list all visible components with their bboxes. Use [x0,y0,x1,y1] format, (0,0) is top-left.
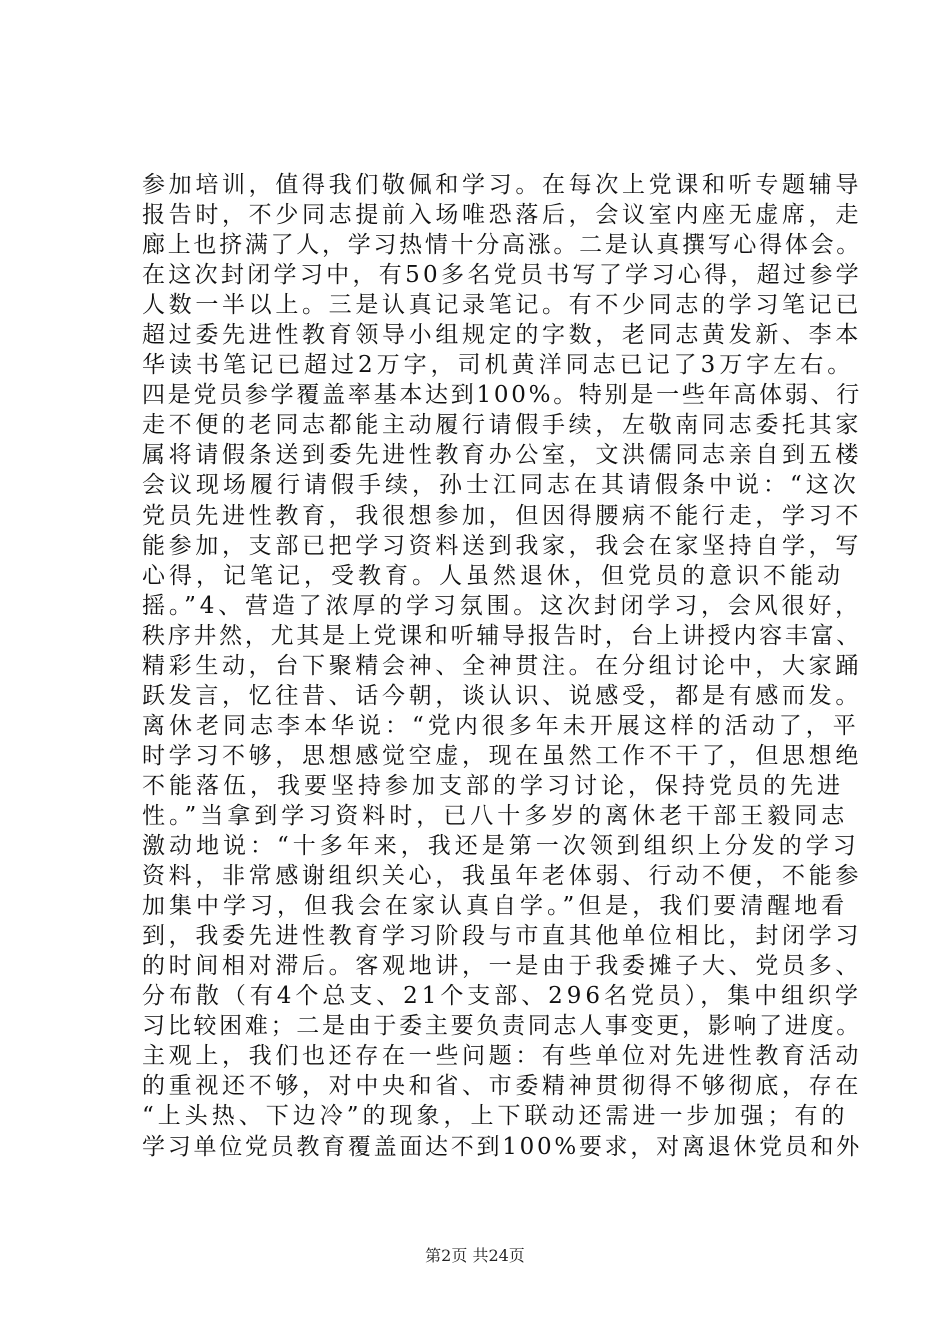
text-line: 跃发言，忆往昔、话今朝，谈认识、说感受，都是有感而发。 [142,682,862,709]
text-line: 主观上，我们也还存在一些问题：有些单位对先进性教育活动 [142,1043,862,1070]
text-line: 离休老同志李本华说：“党内很多年未开展这样的活动了，平 [142,712,860,739]
text-line: 人数一半以上。三是认真记录笔记。有不少同志的学习笔记已 [142,292,862,319]
text-line: 加集中学习，但我会在家认真自学。”但是，我们要清醒地看 [142,893,849,920]
text-line: 心得，记笔记，受教育。人虽然退休，但党员的意识不能动 [142,562,844,589]
text-line: 激动地说：“十多年来，我还是第一次领到组织上分发的学习 [142,833,860,860]
text-line: 时学习不够，思想感觉空虚，现在虽然工作不干了，但思想绝 [142,742,862,769]
text-line: 党员先进性教育，我很想参加，但因得腰病不能行走，学习不 [142,502,862,529]
body-text [142,170,862,1162]
text-line: 四是党员参学覆盖率基本达到100%。特别是一些年高体弱、行 [142,382,862,409]
text-line: 走不便的老同志都能主动履行请假手续，左敬南同志委托其家 [142,412,862,439]
text-line: 参加培训，值得我们敬佩和学习。在每次上党课和听专题辅导 [142,172,862,198]
page-footer: 第2页 共24页 [425,1246,525,1265]
text-line: 资料，非常感谢组织关心，我虽年老体弱、行动不便，不能参 [142,863,862,890]
text-line: 学习单位党员教育覆盖面达不到100%要求，对离退休党员和外 [142,1133,862,1160]
text-line: 华读书笔记已超过2万字，司机黄洋同志已记了3万字左右。 [142,352,855,379]
text-line: 会议现场履行请假手续，孙士江同志在其请假条中说：“这次 [142,472,860,499]
text-line: 不能落伍，我要坚持参加支部的学习讨论，保持党员的先进 [142,772,844,799]
text-line: 摇。”4、营造了浓厚的学习氛围。这次封闭学习，会风很好， [142,592,862,619]
text-line: 到，我委先进性教育学习阶段与市直其他单位相比，封闭学习 [142,923,862,950]
text-line: 秩序井然，尤其是上党课和听辅导报告时，台上讲授内容丰富、 [142,622,862,649]
text-line: 的时间相对滞后。客观地讲，一是由于我委摊子大、党员多、 [142,953,862,980]
text-line: 廊上也挤满了人，学习热情十分高涨。二是认真撰写心得体会。 [142,232,862,259]
text-line: 分布散（有4个总支、21个支部、296名党员），集中组织学 [142,983,862,1010]
text-line: 习比较困难；二是由于委主要负责同志人事变更，影响了进度。 [142,1013,862,1040]
text-line: 属将请假条送到委先进性教育办公室，文洪儒同志亲自到五楼 [142,442,862,469]
text-line: 性。”当拿到学习资料时，已八十多岁的离休老干部王毅同志 [142,802,849,829]
text-line: 超过委先进性教育领导小组规定的字数，老同志黄发新、李本 [142,322,862,349]
text-line: “上头热、下边冷”的现象，上下联动还需进一步加强；有的 [142,1103,849,1130]
text-line: 的重视还不够，对中央和省、市委精神贯彻得不够彻底，存在 [142,1073,862,1100]
text-line: 能参加，支部已把学习资料送到我家，我会在家坚持自学，写 [142,532,862,559]
text-line: 精彩生动，台下聚精会神、全神贯注。在分组讨论中，大家踊 [142,652,862,679]
text-line: 在这次封闭学习中，有50多名党员书写了学习心得，超过参学 [142,262,862,289]
text-line: 报告时，不少同志提前入场唯恐落后，会议室内座无虚席，走 [142,202,862,229]
